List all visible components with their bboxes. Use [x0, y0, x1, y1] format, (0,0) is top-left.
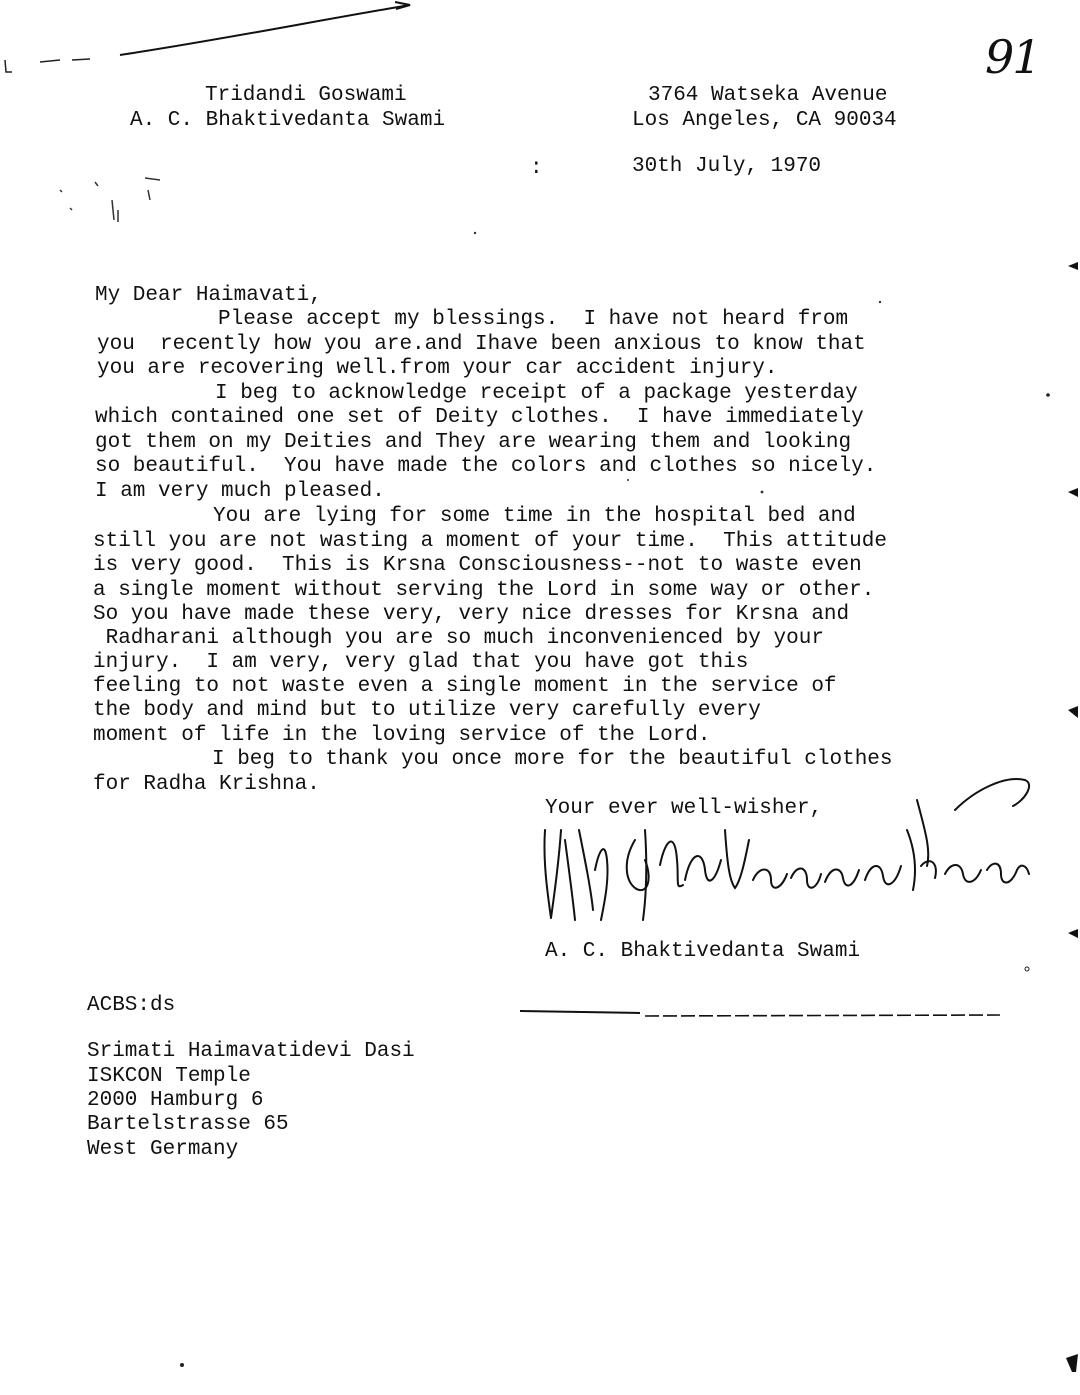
body-line: so beautiful. You have made the colors and clothes so nicely.	[95, 455, 877, 478]
handwritten-signature	[535, 770, 1055, 930]
body-line: moment of life in the loving service of the Lord.	[93, 724, 711, 747]
body-line: I am very much pleased.	[95, 480, 385, 503]
body-line: you are recovering well.from your car accident injury.	[97, 357, 778, 380]
body-line: you recently how you are.and Ihave been anxious to know that	[97, 333, 866, 356]
body-line: You are lying for some time in the hospital bed and	[213, 505, 856, 528]
recipient-line: Bartelstrasse 65	[87, 1113, 289, 1136]
page-number: 91	[985, 30, 1040, 84]
letter-date: 30th July, 1970	[632, 155, 822, 178]
body-line: is very good. This is Krsna Consciousness--not to waste even	[93, 554, 862, 577]
letterhead-sender-line1: Tridandi Goswami	[205, 84, 407, 107]
typist-initials: ACBS:ds	[87, 994, 176, 1017]
body-line: which contained one set of Deity clothes. I have immediately	[95, 406, 864, 429]
letterhead-sender-line2: A. C. Bhaktivedanta Swami	[130, 109, 446, 132]
body-line: injury. I am very, very glad that you have got this	[93, 651, 749, 674]
body-line: Please accept my blessings. I have not heard from	[218, 308, 849, 331]
body-line: Radharani although you are so much inconvenienced by your	[93, 627, 824, 650]
horizontal-rule	[520, 1005, 1010, 1025]
recipient-line: 2000 Hamburg 6	[87, 1089, 264, 1112]
body-line: still you are not wasting a moment of your time. This attitude	[93, 530, 887, 553]
body-line: a single moment without serving the Lord in some way or other.	[93, 579, 875, 602]
recipient-line: West Germany	[87, 1138, 239, 1161]
body-line: I beg to acknowledge receipt of a package yesterday	[215, 382, 858, 405]
closing: Your ever well-wisher,	[545, 797, 823, 820]
signature-name: A. C. Bhaktivedanta Swami	[545, 940, 861, 963]
body-line: So you have made these very, very nice dresses for Krsna and	[93, 603, 850, 626]
letterhead-address-line2: Los Angeles, CA 90034	[632, 109, 897, 132]
salutation: My Dear Haimavati,	[95, 284, 322, 307]
body-line: got them on my Deities and They are wearing them and looking	[95, 431, 852, 454]
letterhead-address-line1: 3764 Watseka Avenue	[648, 84, 888, 107]
date-colon-mark: :	[530, 157, 543, 180]
body-line: I beg to thank you once more for the beautiful clothes	[212, 748, 893, 771]
body-line: feeling to not waste even a single moment in the service of	[93, 675, 837, 698]
body-line: for Radha Krishna.	[93, 773, 320, 796]
recipient-line: Srimati Haimavatidevi Dasi	[87, 1040, 415, 1063]
recipient-line: ISKCON Temple	[87, 1065, 251, 1088]
body-line: the body and mind but to utilize very carefully every	[93, 699, 761, 722]
